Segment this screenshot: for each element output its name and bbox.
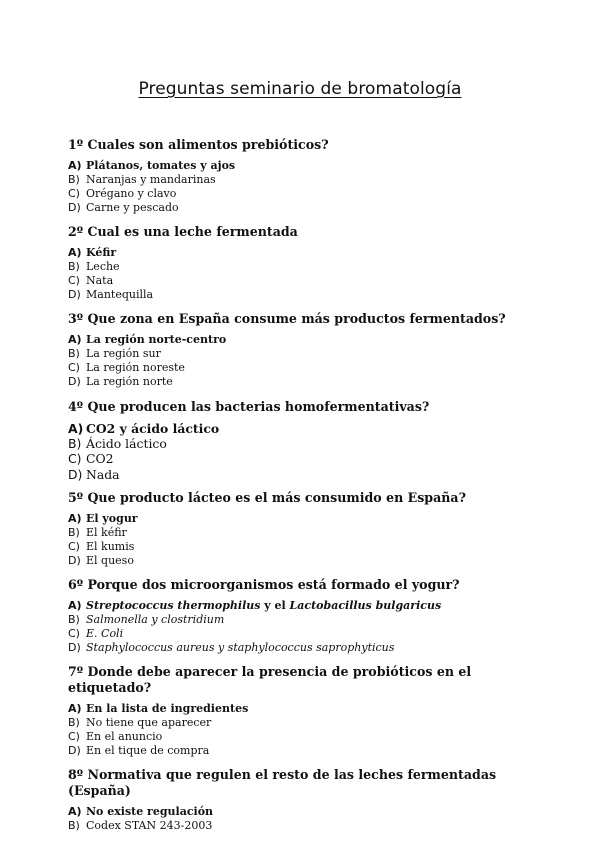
option-b: B) La región sur xyxy=(68,347,161,360)
option-d: D) Staphylococcus aureus y staphylococcus saprophyticus xyxy=(68,641,395,654)
question-text: 7º Donde debe aparecer la presencia de probióticos en el etiquetado? xyxy=(68,664,472,695)
question-text: 3º Que zona en España consume más productos fermentados? xyxy=(68,311,506,326)
page-title: Preguntas seminario de bromatología xyxy=(138,79,462,99)
question-7 xyxy=(68,664,548,758)
option-c: C) Nata xyxy=(68,274,114,287)
option-a: A) En la lista de ingredientes xyxy=(68,702,249,715)
question-4 xyxy=(68,399,548,482)
question-3 xyxy=(68,311,548,389)
question-1 xyxy=(68,137,548,215)
option-b: B) No tiene que aparecer xyxy=(68,716,212,729)
option-a: A) El yogur xyxy=(68,512,138,525)
option-c: C) El kumis xyxy=(68,540,135,553)
question-text: 2º Cual es una leche fermentada xyxy=(68,224,298,239)
option-d: D) Mantequilla xyxy=(68,288,154,301)
option-c: C) Orégano y clavo xyxy=(68,187,177,200)
question-text: 1º Cuales son alimentos prebióticos? xyxy=(68,137,329,152)
question-6 xyxy=(68,577,548,655)
option-a: A) No existe regulación xyxy=(68,805,214,818)
question-text: 4º Que producen las bacterias homofermentativas? xyxy=(68,399,430,414)
question-text: 5º Que producto lácteo es el más consumido en España? xyxy=(68,490,466,505)
option-c: C) En el anuncio xyxy=(68,730,163,743)
option-b: B) Leche xyxy=(68,260,120,273)
option-c: C) La región noreste xyxy=(68,361,185,374)
option-d: D) Carne y pescado xyxy=(68,201,179,214)
option-b: B) Codex STAN 243-2003 xyxy=(68,819,213,832)
question-2 xyxy=(68,224,548,302)
option-b: B) El kéfir xyxy=(68,526,127,539)
option-d: D) La región norte xyxy=(68,375,173,388)
option-a: A) Streptococcus thermophilus y el Lactobacillus bulgaricus xyxy=(68,599,442,612)
option-a: A) Kéfir xyxy=(68,246,117,259)
question-5 xyxy=(68,490,548,568)
option-d: D) En el tique de compra xyxy=(68,744,210,757)
option-d: D) El queso xyxy=(68,554,134,567)
question-8 xyxy=(68,767,548,833)
option-d: D) Nada xyxy=(68,466,120,482)
option-b: B) Ácido láctico xyxy=(68,436,167,452)
option-c: C) CO2 xyxy=(68,451,114,467)
question-text: 6º Porque dos microorganismos está formado el yogur? xyxy=(68,577,460,592)
option-a: A) Plátanos, tomates y ajos xyxy=(68,159,236,172)
option-c: C) E. Coli xyxy=(68,627,124,640)
option-a: A) La región norte-centro xyxy=(68,333,227,346)
option-b: B) Naranjas y mandarinas xyxy=(68,173,216,186)
option-a: A) CO2 y ácido láctico xyxy=(68,421,220,436)
option-b: B) Salmonella y clostridium xyxy=(68,613,225,626)
question-text: 8º Normativa que regulen el resto de las leches fermentadas (España) xyxy=(68,767,497,798)
